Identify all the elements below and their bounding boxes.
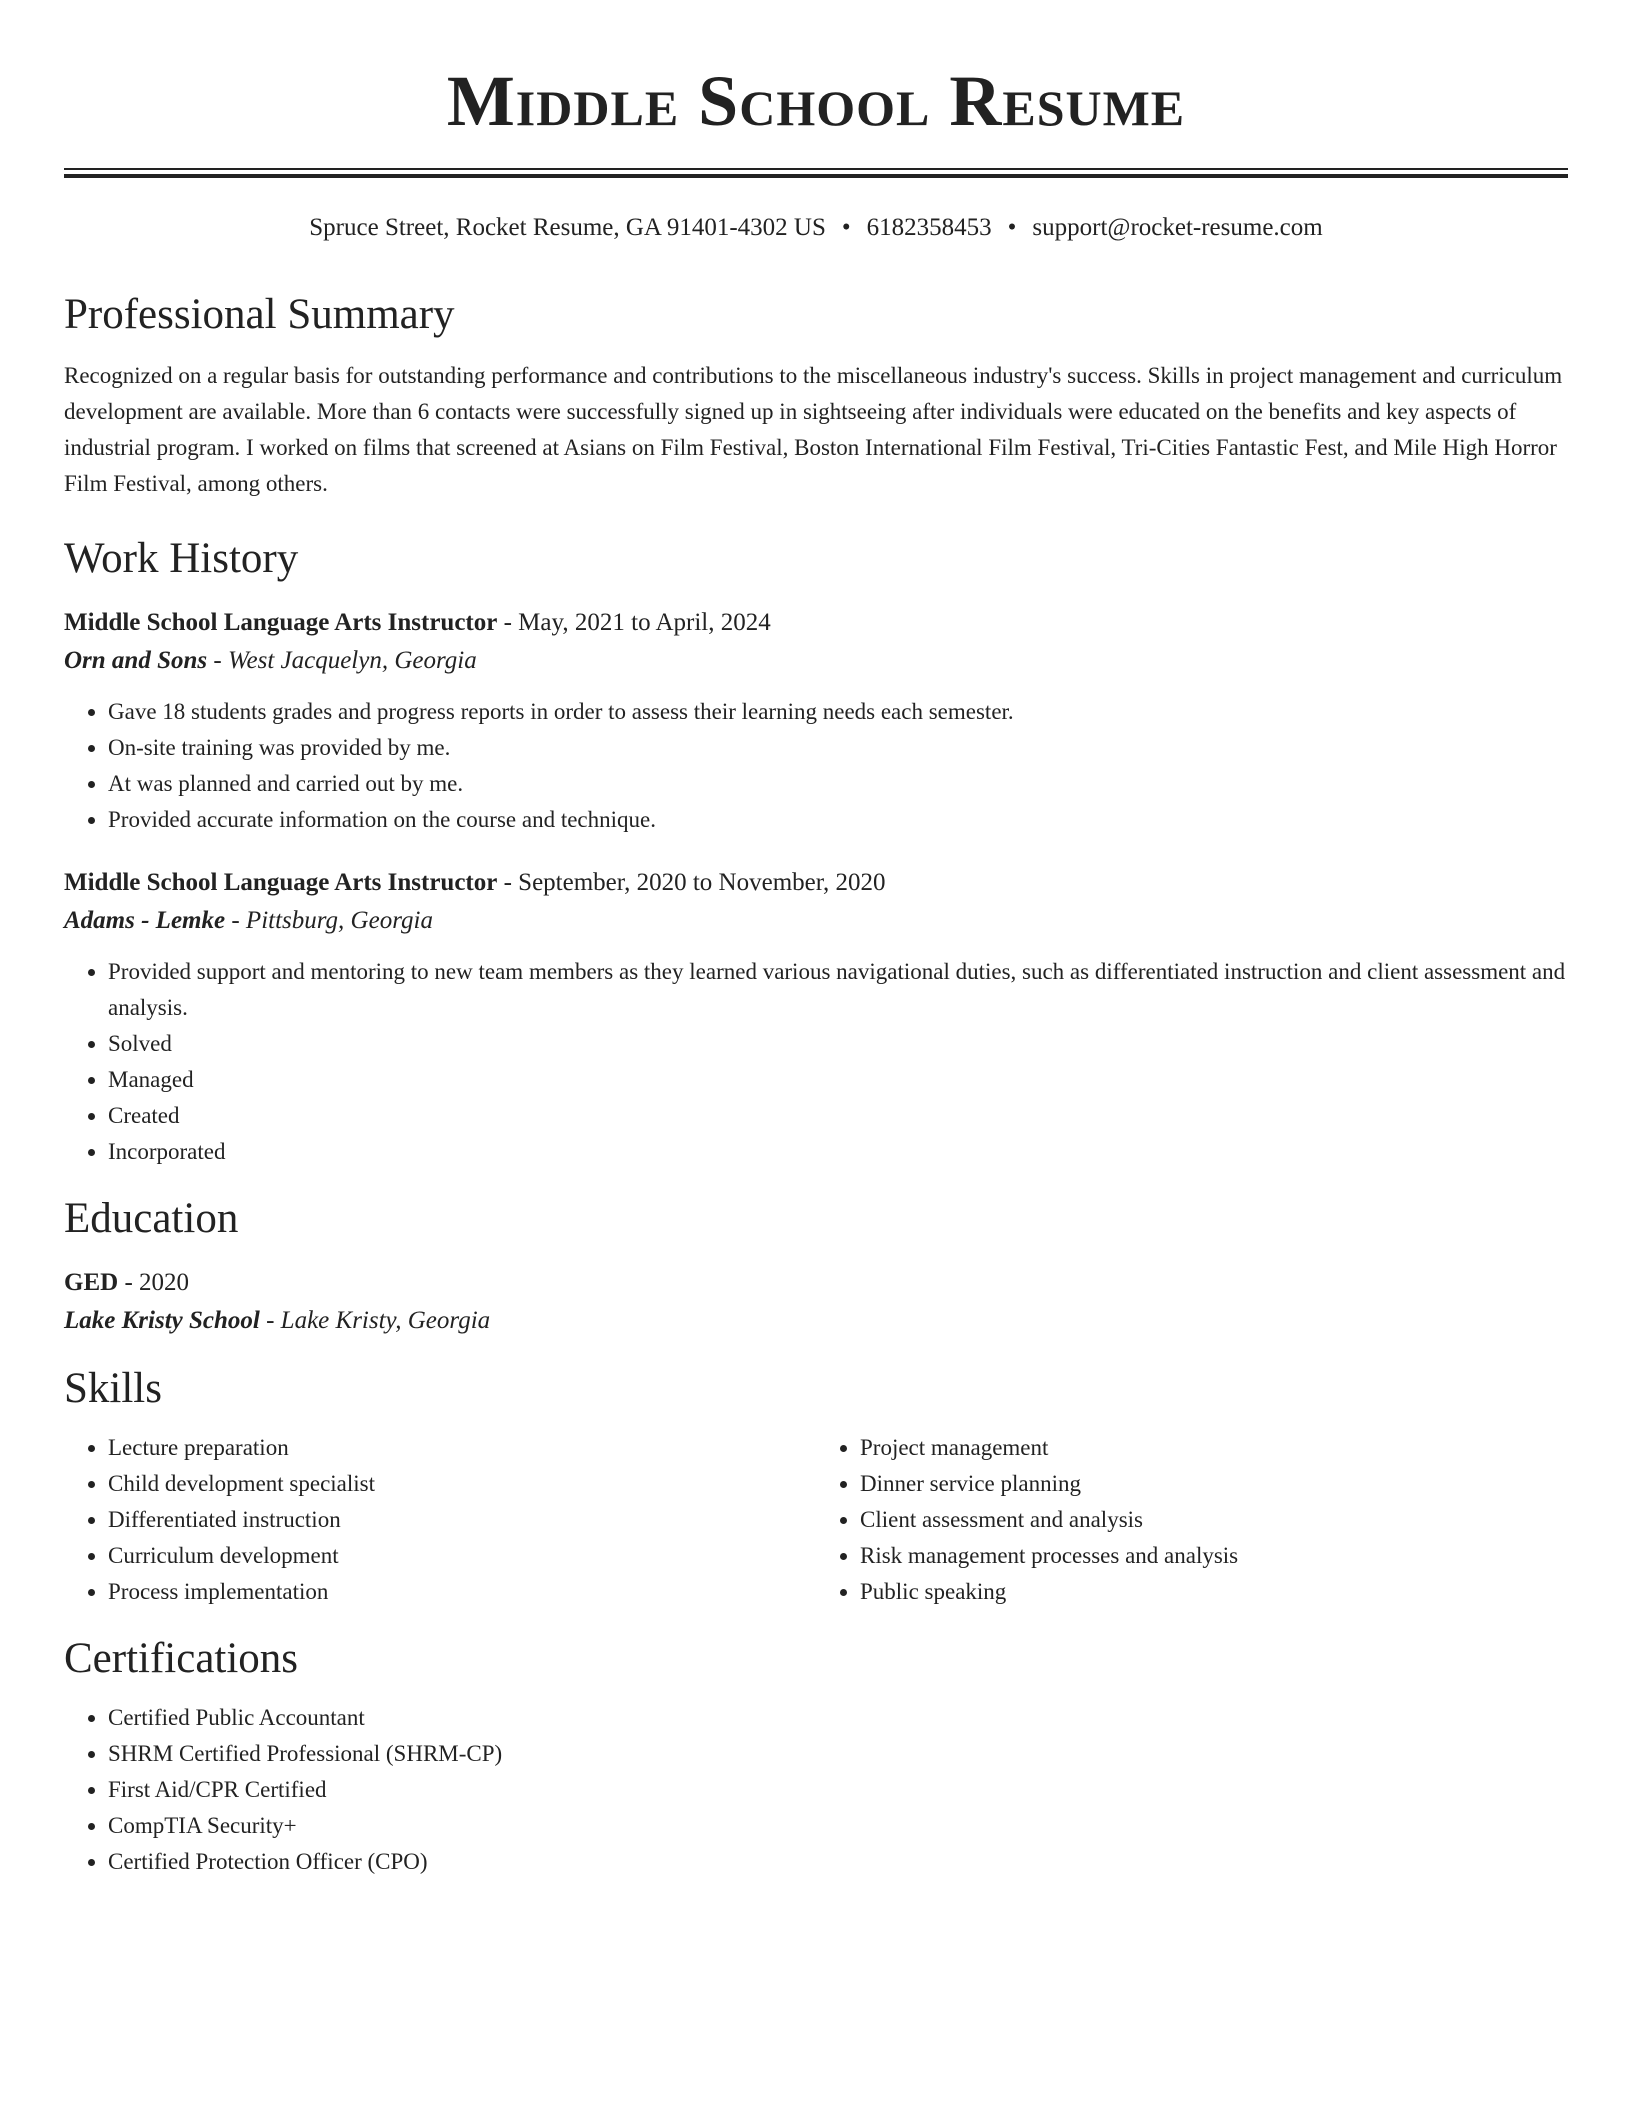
job-duties-list [64, 694, 1568, 838]
employer-location: - West Jacquelyn, Georgia [207, 647, 477, 674]
resume-name: Middle School Resume [446, 61, 1186, 141]
skill-item: • Public speaking [860, 1574, 1568, 1610]
employer-name: Adams - Lemke [64, 907, 226, 934]
employer-line [64, 642, 1568, 680]
job-duty: • Created [108, 1098, 1568, 1134]
employer-line [64, 902, 1568, 940]
job-duty: • Provided support and mentoring to new team members as they learned various navigational duties, such as differentiated instruction and client assessment and analysis. [108, 954, 1568, 1026]
degree-name: GED [64, 1269, 119, 1296]
job-duty: • On-site training was provided by me. [108, 730, 1568, 766]
employer-name: Orn and Sons [64, 647, 208, 674]
skill-item: • Dinner service planning [860, 1466, 1568, 1502]
education-heading: Education [64, 1195, 239, 1242]
certification-item: • First Aid/CPR Certified [108, 1772, 1568, 1808]
certification-item: • Certified Protection Officer (CPO) [108, 1844, 1568, 1880]
skills-list-left [64, 1430, 816, 1610]
job-title-line [64, 864, 1568, 902]
employer-location: - Pittsburg, Georgia [225, 907, 433, 934]
header-divider [64, 168, 1568, 178]
degree-year: - 2020 [118, 1269, 190, 1296]
education-entry [64, 1264, 1568, 1340]
job-entry [64, 604, 1568, 838]
job-role: Middle School Language Arts Instructor [64, 609, 498, 636]
job-duty: • Provided accurate information on the course and technique. [108, 802, 1568, 838]
school-location: - Lake Kristy, Georgia [259, 1307, 491, 1334]
certification-item: • CompTIA Security+ [108, 1808, 1568, 1844]
skill-item: • Process implementation [108, 1574, 816, 1610]
school-line [64, 1302, 1568, 1340]
contact-line [64, 212, 1568, 244]
degree-line [64, 1264, 1568, 1302]
job-role: Middle School Language Arts Instructor [64, 869, 498, 896]
work-history-heading: Work History [64, 535, 299, 582]
skill-item: • Project management [860, 1430, 1568, 1466]
skill-item: • Lecture preparation [108, 1430, 816, 1466]
school-name: Lake Kristy School [64, 1307, 260, 1334]
skill-item: • Curriculum development [108, 1538, 816, 1574]
certification-item: • Certified Public Accountant [108, 1700, 1568, 1736]
summary-text: Recognized on a regular basis for outstanding performance and contributions to the miscellaneous industry's success. Skills in project management and curriculum development are available. More than 6 contacts were successfully signed up in sightseeing after individuals were educated on the benefits and key aspects of industrial program. I worked on films that screened at Asians on Film Festival, Boston International Film Festival, Tri-Cities Fantastic Fest, and Mile High Horror Film Festival, among others. [64, 363, 1563, 496]
job-dates: - September, 2020 to November, 2020 [497, 869, 886, 896]
skills-heading: Skills [64, 1365, 162, 1412]
skills-grid [64, 1430, 1568, 1610]
job-duty: • Gave 18 students grades and progress reports in order to assess their learning needs each semester. [108, 694, 1568, 730]
job-title-line [64, 604, 1568, 642]
job-duty: • Managed [108, 1062, 1568, 1098]
certifications-heading: Certifications [64, 1635, 299, 1682]
contact-email: support@rocket-resume.com [1032, 214, 1323, 241]
skill-item: • Child development specialist [108, 1466, 816, 1502]
skills-list-right [816, 1430, 1568, 1610]
contact-address: Spruce Street, Rocket Resume, GA 91401-4302 US [309, 214, 826, 241]
job-dates: - May, 2021 to April, 2024 [497, 609, 771, 636]
skill-item: • Client assessment and analysis [860, 1502, 1568, 1538]
summary-heading: Professional Summary [64, 291, 455, 338]
contact-phone: 6182358453 [866, 214, 992, 241]
skill-item: • Differentiated instruction [108, 1502, 816, 1538]
job-duties-list [64, 954, 1568, 1170]
job-duty: • Incorporated [108, 1134, 1568, 1170]
certification-item: • SHRM Certified Professional (SHRM-CP) [108, 1736, 1568, 1772]
certifications-list [64, 1700, 1568, 1880]
job-duty: • At was planned and carried out by me. [108, 766, 1568, 802]
job-duty: • Solved [108, 1026, 1568, 1062]
contact-separator: • [1007, 214, 1017, 241]
skill-item: • Risk management processes and analysis [860, 1538, 1568, 1574]
job-entry [64, 864, 1568, 1170]
contact-separator: • [841, 214, 851, 241]
